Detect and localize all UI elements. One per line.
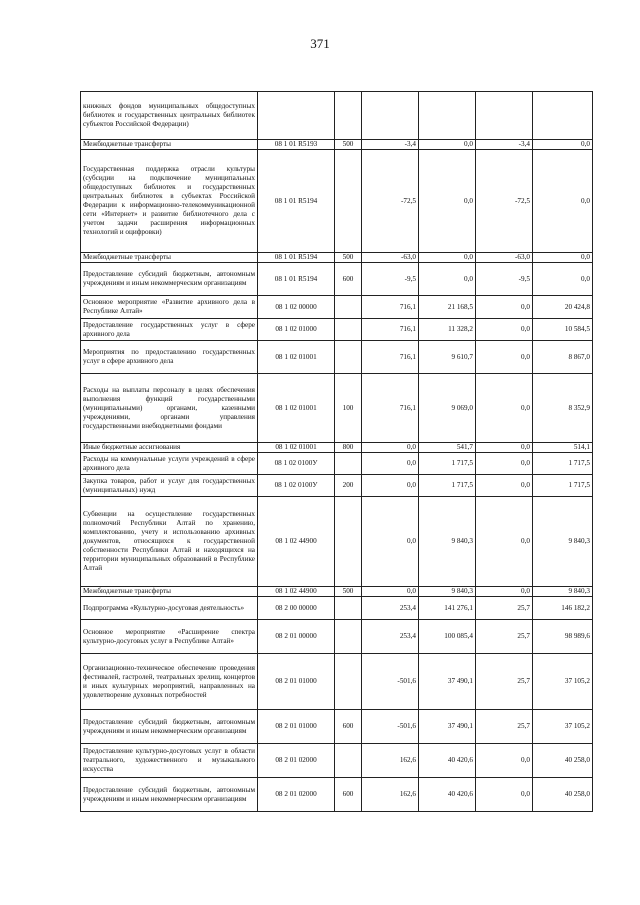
row-vr: 600 bbox=[335, 710, 362, 744]
row-code bbox=[258, 92, 335, 140]
row-name: Основное мероприятие «Развитие архивного дела в Республике Алтай» bbox=[81, 296, 258, 319]
row-value-2: 21 168,5 bbox=[419, 296, 476, 319]
row-value-3: 0,0 bbox=[476, 443, 533, 453]
row-vr bbox=[335, 654, 362, 710]
row-name: Межбюджетные трансферты bbox=[81, 253, 258, 263]
row-value-3: -3,4 bbox=[476, 140, 533, 150]
row-vr: 500 bbox=[335, 253, 362, 263]
row-vr: 600 bbox=[335, 263, 362, 296]
row-name: книжных фондов муниципальных общедоступных библиотек и государственных центральных библиотек субъектов Российской Федерации) bbox=[81, 92, 258, 140]
row-name: Субвенции на осуществление государственных полномочий Республики Алтай по хранению, комплектованию, учету и использованию архивных документов, относящихся к государственной собственности Республики Алтай и находящихся на территории муниципальных образований в Республике Алтай bbox=[81, 497, 258, 587]
row-code: 08 1 02 0100У bbox=[258, 475, 335, 497]
table-row bbox=[81, 778, 593, 812]
row-value-2: 0,0 bbox=[419, 263, 476, 296]
row-value-1: 253,4 bbox=[362, 597, 419, 620]
table-row bbox=[81, 497, 593, 587]
row-value-4: 20 424,8 bbox=[533, 296, 593, 319]
row-vr bbox=[335, 497, 362, 587]
row-value-2: 11 328,2 bbox=[419, 319, 476, 341]
row-value-2: 37 490,1 bbox=[419, 654, 476, 710]
row-value-4: 8 352,9 bbox=[533, 374, 593, 443]
table-row bbox=[81, 296, 593, 319]
row-value-4: 0,0 bbox=[533, 253, 593, 263]
row-value-1: 0,0 bbox=[362, 587, 419, 597]
table-row bbox=[81, 150, 593, 253]
table-row bbox=[81, 92, 593, 140]
row-value-1: -72,5 bbox=[362, 150, 419, 253]
row-value-2: 1 717,5 bbox=[419, 475, 476, 497]
row-value-3: 0,0 bbox=[476, 475, 533, 497]
row-vr bbox=[335, 92, 362, 140]
row-value-4: 9 840,3 bbox=[533, 587, 593, 597]
row-value-2: 100 085,4 bbox=[419, 620, 476, 654]
row-value-2: 9 069,0 bbox=[419, 374, 476, 443]
row-value-3: 0,0 bbox=[476, 453, 533, 475]
row-code: 08 1 02 44900 bbox=[258, 587, 335, 597]
row-code: 08 2 01 02000 bbox=[258, 744, 335, 778]
row-vr bbox=[335, 620, 362, 654]
row-name: Иные бюджетные ассигнования bbox=[81, 443, 258, 453]
row-name: Организационно-техническое обеспечение проведения фестивалей, гастролей, театральных зрелищ, концертов и иных культурных мероприятий, направленных на удовлетворение духовных потребностей bbox=[81, 654, 258, 710]
row-value-3: 25,7 bbox=[476, 710, 533, 744]
row-value-4: 146 182,2 bbox=[533, 597, 593, 620]
row-code: 08 2 00 00000 bbox=[258, 597, 335, 620]
row-value-2: 0,0 bbox=[419, 253, 476, 263]
row-vr bbox=[335, 296, 362, 319]
row-value-4: 1 717,5 bbox=[533, 453, 593, 475]
row-code: 08 2 01 01000 bbox=[258, 654, 335, 710]
row-value-4: 40 258,0 bbox=[533, 744, 593, 778]
row-name: Основное мероприятие «Расширение спектра культурно-досуговых услуг в Республике Алтай» bbox=[81, 620, 258, 654]
row-vr bbox=[335, 453, 362, 475]
row-value-3: -72,5 bbox=[476, 150, 533, 253]
row-value-2: 0,0 bbox=[419, 150, 476, 253]
table-row bbox=[81, 341, 593, 374]
table-row bbox=[81, 453, 593, 475]
row-value-2: 9 840,3 bbox=[419, 587, 476, 597]
row-value-4: 37 105,2 bbox=[533, 654, 593, 710]
row-vr: 600 bbox=[335, 778, 362, 812]
row-value-1: 716,1 bbox=[362, 296, 419, 319]
row-vr bbox=[335, 319, 362, 341]
row-value-4: 10 584,5 bbox=[533, 319, 593, 341]
row-value-2: 9 610,7 bbox=[419, 341, 476, 374]
row-name: Предоставление субсидий бюджетным, автономным учреждениям и иным некоммерческим организациям bbox=[81, 710, 258, 744]
row-name: Предоставление культурно-досуговых услуг в области театрального, художественного и музыкального искусства bbox=[81, 744, 258, 778]
row-value-2: 40 420,6 bbox=[419, 744, 476, 778]
table-row bbox=[81, 587, 593, 597]
row-code: 08 2 01 02000 bbox=[258, 778, 335, 812]
table-row bbox=[81, 475, 593, 497]
table-row bbox=[81, 443, 593, 453]
row-value-1: -9,5 bbox=[362, 263, 419, 296]
row-value-1: -3,4 bbox=[362, 140, 419, 150]
row-code: 08 1 01 R5194 bbox=[258, 253, 335, 263]
row-value-1: 0,0 bbox=[362, 497, 419, 587]
row-value-2: 141 276,1 bbox=[419, 597, 476, 620]
row-code: 08 1 02 0100У bbox=[258, 453, 335, 475]
row-value-1: 0,0 bbox=[362, 443, 419, 453]
row-value-2 bbox=[419, 92, 476, 140]
budget-table bbox=[80, 91, 593, 812]
table-row bbox=[81, 710, 593, 744]
table-row bbox=[81, 654, 593, 710]
table-row bbox=[81, 253, 593, 263]
row-value-4: 0,0 bbox=[533, 263, 593, 296]
row-value-3: -9,5 bbox=[476, 263, 533, 296]
row-value-4: 9 840,3 bbox=[533, 497, 593, 587]
row-value-4: 37 105,2 bbox=[533, 710, 593, 744]
row-value-3: 25,7 bbox=[476, 597, 533, 620]
row-value-4: 514,1 bbox=[533, 443, 593, 453]
row-value-2: 9 840,3 bbox=[419, 497, 476, 587]
row-value-3: 0,0 bbox=[476, 296, 533, 319]
row-value-1: -501,6 bbox=[362, 710, 419, 744]
row-code: 08 1 02 01001 bbox=[258, 443, 335, 453]
row-name: Межбюджетные трансферты bbox=[81, 587, 258, 597]
row-vr: 500 bbox=[335, 587, 362, 597]
page-number: 371 bbox=[310, 36, 330, 51]
row-code: 08 1 02 01001 bbox=[258, 341, 335, 374]
row-code: 08 2 01 01000 bbox=[258, 710, 335, 744]
row-vr bbox=[335, 150, 362, 253]
row-name: Предоставление государственных услуг в сфере архивного дела bbox=[81, 319, 258, 341]
row-name: Предоставление субсидий бюджетным, автономным учреждениям и иным некоммерческим организациям bbox=[81, 778, 258, 812]
row-value-1: 162,6 bbox=[362, 744, 419, 778]
row-name: Государственная поддержка отрасли культуры (субсидии на подключение муниципальных общедоступных библиотек и государственных центральных библиотек в субъектах Российской Федерации к информационно-телекоммуникационной сети «Интернет» и развитие библиотечного дела с учетом задачи расширения информационных технологий и оцифровки) bbox=[81, 150, 258, 253]
table-row bbox=[81, 319, 593, 341]
row-name: Закупка товаров, работ и услуг для государственных (муниципальных) нужд bbox=[81, 475, 258, 497]
row-value-1 bbox=[362, 92, 419, 140]
row-value-4 bbox=[533, 92, 593, 140]
row-value-2: 40 420,6 bbox=[419, 778, 476, 812]
row-name: Мероприятия по предоставлению государственных услуг в сфере архивного дела bbox=[81, 341, 258, 374]
row-code: 08 1 01 R5193 bbox=[258, 140, 335, 150]
row-vr: 800 bbox=[335, 443, 362, 453]
row-value-3: 0,0 bbox=[476, 341, 533, 374]
row-name: Межбюджетные трансферты bbox=[81, 140, 258, 150]
row-value-4: 1 717,5 bbox=[533, 475, 593, 497]
table-row bbox=[81, 744, 593, 778]
row-code: 08 1 02 44900 bbox=[258, 497, 335, 587]
table-row bbox=[81, 374, 593, 443]
row-vr: 100 bbox=[335, 374, 362, 443]
row-value-1: 0,0 bbox=[362, 453, 419, 475]
row-value-3: 0,0 bbox=[476, 374, 533, 443]
row-value-3: 25,7 bbox=[476, 654, 533, 710]
table-row bbox=[81, 263, 593, 296]
row-name: Предоставление субсидий бюджетным, автономным учреждениям и иным некоммерческим организациям bbox=[81, 263, 258, 296]
row-name: Подпрограмма «Культурно-досуговая деятельность» bbox=[81, 597, 258, 620]
row-value-4: 40 258,0 bbox=[533, 778, 593, 812]
row-value-3: 0,0 bbox=[476, 587, 533, 597]
row-value-3 bbox=[476, 92, 533, 140]
row-value-2: 1 717,5 bbox=[419, 453, 476, 475]
row-vr: 500 bbox=[335, 140, 362, 150]
row-value-3: 0,0 bbox=[476, 497, 533, 587]
row-value-2: 37 490,1 bbox=[419, 710, 476, 744]
row-value-1: 0,0 bbox=[362, 475, 419, 497]
table-row bbox=[81, 140, 593, 150]
row-vr: 200 bbox=[335, 475, 362, 497]
row-code: 08 1 01 R5194 bbox=[258, 263, 335, 296]
row-value-3: 0,0 bbox=[476, 778, 533, 812]
row-value-1: 162,6 bbox=[362, 778, 419, 812]
row-code: 08 1 02 00000 bbox=[258, 296, 335, 319]
row-code: 08 1 02 01001 bbox=[258, 374, 335, 443]
row-value-3: -63,0 bbox=[476, 253, 533, 263]
row-code: 08 1 02 01000 bbox=[258, 319, 335, 341]
row-value-1: 716,1 bbox=[362, 341, 419, 374]
row-code: 08 2 01 00000 bbox=[258, 620, 335, 654]
row-value-4: 8 867,0 bbox=[533, 341, 593, 374]
row-value-1: 253,4 bbox=[362, 620, 419, 654]
row-value-3: 0,0 bbox=[476, 744, 533, 778]
row-value-2: 541,7 bbox=[419, 443, 476, 453]
row-vr bbox=[335, 341, 362, 374]
table-row bbox=[81, 597, 593, 620]
row-code: 08 1 01 R5194 bbox=[258, 150, 335, 253]
row-vr bbox=[335, 597, 362, 620]
row-value-2: 0,0 bbox=[419, 140, 476, 150]
table-row bbox=[81, 620, 593, 654]
row-vr bbox=[335, 744, 362, 778]
row-value-3: 25,7 bbox=[476, 620, 533, 654]
row-value-4: 98 989,6 bbox=[533, 620, 593, 654]
row-name: Расходы на выплаты персоналу в целях обеспечения выполнения функций государственными (муниципальными) органами, казенными учреждениями, органами управления государственными внебюджетными фондами bbox=[81, 374, 258, 443]
row-value-4: 0,0 bbox=[533, 140, 593, 150]
row-value-3: 0,0 bbox=[476, 319, 533, 341]
row-value-1: -501,6 bbox=[362, 654, 419, 710]
row-value-1: 716,1 bbox=[362, 319, 419, 341]
row-value-1: -63,0 bbox=[362, 253, 419, 263]
row-name: Расходы на коммунальные услуги учреждений в сфере архивного дела bbox=[81, 453, 258, 475]
row-value-1: 716,1 bbox=[362, 374, 419, 443]
row-value-4: 0,0 bbox=[533, 150, 593, 253]
